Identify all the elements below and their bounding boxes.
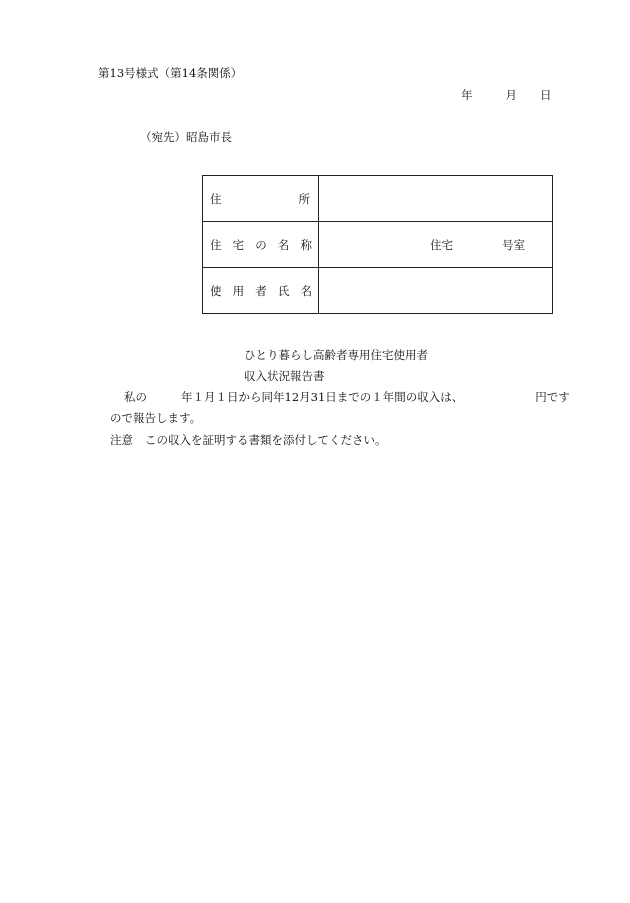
user-label-char-3: 者	[255, 283, 267, 298]
document-title-line-2: 収入状況報告書	[244, 369, 325, 383]
address-label	[203, 176, 319, 222]
table-row-address	[203, 176, 553, 222]
applicant-info-table	[202, 175, 553, 314]
user-label-char-5: 名	[300, 283, 312, 298]
body-text-part-1: 私の	[124, 390, 147, 404]
note-text: この収入を証明する書類を添付してください。	[145, 433, 387, 447]
body-text-line-2: ので報告します。	[110, 411, 202, 425]
note-line	[110, 433, 387, 447]
user-label-char-2: 用	[232, 283, 245, 298]
body-text-part-3: 円です	[535, 390, 570, 404]
table-row-user-name	[203, 268, 553, 314]
date-day: 日	[540, 88, 552, 102]
user-name-value-field[interactable]	[319, 268, 553, 314]
housing-label-char-5: 称	[300, 237, 312, 252]
housing-name-value-field[interactable]	[319, 222, 553, 268]
housing-name-label	[203, 222, 319, 268]
housing-label-char-1: 住	[210, 237, 222, 252]
housing-label-char-4: 名	[277, 237, 290, 252]
address-label-char-1: 住	[210, 191, 222, 206]
address-value-field[interactable]	[319, 176, 553, 222]
user-name-label	[203, 268, 319, 314]
date-line	[461, 88, 552, 102]
date-month: 月	[505, 88, 517, 102]
document-title-line-1: ひとり暮らし高齢者専用住宅使用者	[244, 348, 428, 362]
date-year: 年	[461, 88, 473, 102]
address-label-char-2: 所	[298, 191, 310, 206]
user-label-char-4: 氏	[277, 283, 290, 298]
body-text-part-2: 年１月１日から同年12月31日までの１年間の収入は、	[181, 390, 464, 404]
housing-label-char-2: 宅	[232, 237, 245, 252]
user-label-char-1: 使	[210, 283, 222, 298]
body-text-line-1	[124, 390, 570, 404]
addressee: （宛先）昭島市長	[140, 130, 232, 144]
housing-label-char-3: の	[255, 237, 267, 252]
room-number-suffix: 号室	[502, 237, 525, 252]
housing-suffix: 住宅	[430, 237, 453, 252]
form-number: 第13号様式（第14条関係）	[98, 66, 243, 80]
table-row-housing-name	[203, 222, 553, 268]
note-label: 注意	[110, 433, 133, 447]
